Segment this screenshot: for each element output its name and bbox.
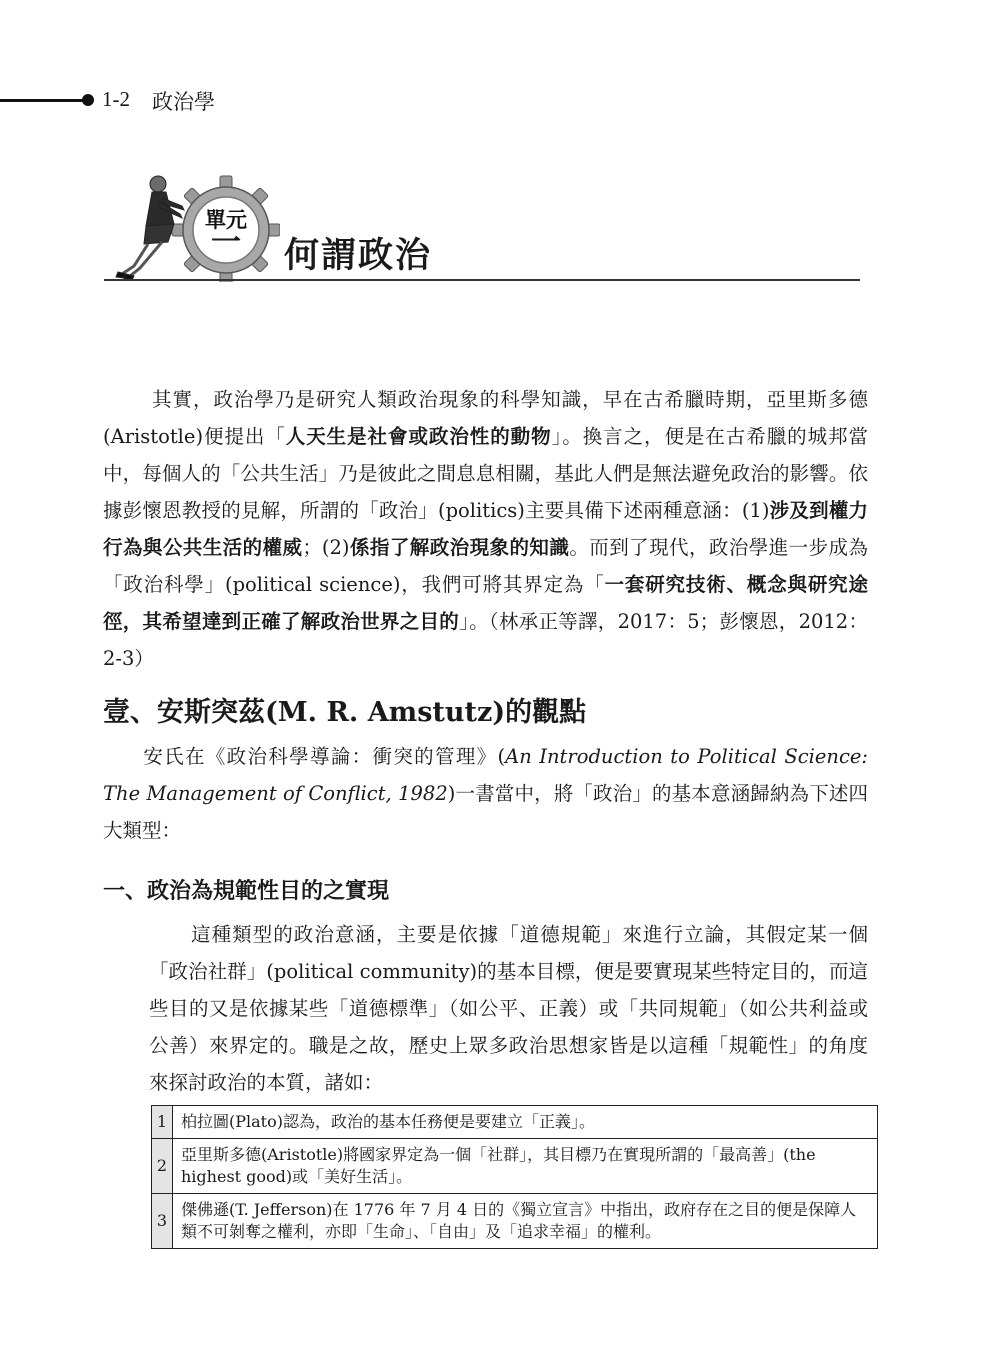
page-number: 1-2 (102, 87, 130, 111)
intro-emphasis-1: 人天生是社會或政治性的動物 (285, 425, 552, 448)
running-header (0, 84, 400, 116)
row-text: 亞里斯多德(Aristotle)將國家界定為一個「社群」，其目標乃在實現所謂的「最高善」(the highest good)或「美好生活」。 (173, 1139, 878, 1194)
section-paragraph (103, 738, 868, 849)
intro-emphasis-4: 一套研究技術、概念與研究途徑，其希望達到正確了解政治世界之目的 (103, 573, 868, 633)
section-text-1: 安氏在《政治科學導論：衝突的管理》( (142, 745, 506, 768)
subsection-text: 這種類型的政治意涵，主要是依據「道德規範」來進行立論，其假定某一個「政治社群」(political community)的基本目標，便是要實現某些特定目的，而這些目的又是依據某些「道德標準」（如公平、正義）或「共同規範」（如公共利益或公善）來界定的。職是之故，歷史上眾多政治思想家皆是以這種「規範性」的角度來探討政治的本質，諸如： (149, 923, 868, 1094)
unit-number: 一 (211, 225, 241, 260)
table-row (152, 1194, 878, 1249)
intro-text-2: 」。換言之，便是在古希臘的城邦當中，每個人的「公共生活」乃是彼此之間息息相關，基此人們是無法避免政治的影響。依據彭懷恩教授的見解，所謂的「政治」(politics)主要具備下述兩種意涵：(1) (103, 425, 868, 522)
intro-emphasis-3: 係指了解政治現象的知識 (349, 536, 570, 559)
subsection-heading: 一、政治為規範性目的之實現 (103, 879, 390, 904)
header-bullet (82, 94, 94, 106)
table-row (152, 1106, 878, 1139)
row-number: 1 (152, 1106, 173, 1139)
unit-banner (100, 170, 860, 285)
unit-title: 何謂政治 (284, 236, 433, 276)
book-title-italic: An Introduction to Political Science: The Management of Conflict, 1982 (103, 745, 868, 805)
section-text-2: )一書當中，將「政治」的基本意涵歸納為下述四大類型： (103, 782, 868, 842)
unit-rule (104, 279, 860, 281)
header-rule (0, 99, 86, 102)
intro-paragraph (103, 381, 868, 677)
subsection-paragraph (149, 916, 868, 1101)
intro-text-3: ；(2) (302, 536, 350, 559)
row-number: 2 (152, 1139, 173, 1194)
intro-emphasis-2: 涉及到權力行為與公共生活的權威 (103, 499, 868, 559)
table-row (152, 1139, 878, 1194)
section-heading: 壹、安斯突茲(M. R. Amstutz)的觀點 (103, 697, 587, 728)
intro-text-5: 」。（林承正等譯，2017：5；彭懷恩，2012：2-3） (103, 610, 868, 670)
row-text: 柏拉圖(Plato)認為，政治的基本任務便是要建立「正義」。 (173, 1106, 878, 1139)
book-title: 政治學 (152, 90, 215, 114)
row-number: 3 (152, 1194, 173, 1249)
examples-table (151, 1105, 878, 1249)
unit-label: 單元 (205, 208, 247, 232)
row-text: 傑佛遜(T. Jefferson)在 1776 年 7 月 4 日的《獨立宣言》中指出，政府存在之目的便是保障人類不可剝奪之權利，亦即「生命」、「自由」及「追求幸福」的權利。 (173, 1194, 878, 1249)
intro-text-4: 。而到了現代，政治學進一步成為「政治科學」(political science)，我們可將其界定為「 (103, 536, 868, 596)
intro-text-1: 其實，政治學乃是研究人類政治現象的科學知識，早在古希臘時期，亞里斯多德(Aristotle)便提出「 (103, 388, 868, 448)
